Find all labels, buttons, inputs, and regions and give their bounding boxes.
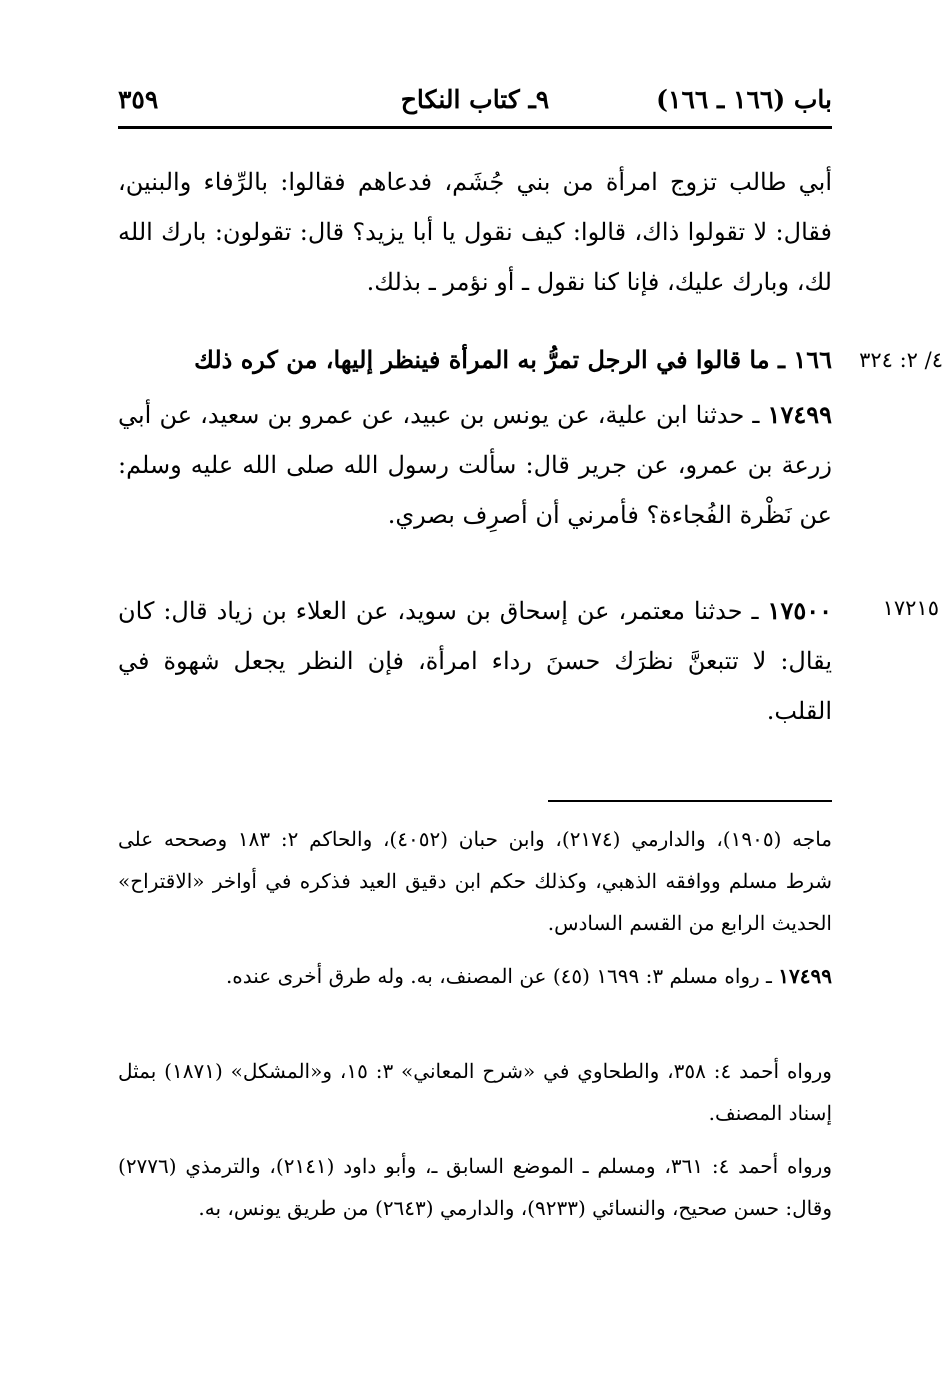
footnote-text: ماجه (١٩٠٥)، والدارمي (٢١٧٤)، وابن حبان (٤٠٥٢)، والحاكم ٢: ١٨٣ وصححه على شرط مسلم ووافقه الذهبي، وكذلك حكم ابن دقيق العيد فذكره في أواخر «الاقتراح» الحديث الرابع من القسم السادس.: [118, 827, 833, 935]
page-number: ٣٥٩: [118, 85, 159, 114]
hadith-number: ١٧٤٩٩: [767, 400, 832, 429]
continuation-paragraph: أبي طالب تزوج امرأة من بني جُشَم، فدعاهم فقالوا: بالرِّفاء والبنين، فقال: لا تقولوا ذاك، قالوا: كيف نقول يا أبا يزيد؟ قال: تقولون: بارك الله لك، وبارك عليك، فإنا كنا نقول ـ أو نؤمر ـ بذلك.: [118, 168, 833, 296]
hadith-17500: [118, 586, 832, 736]
footnote-number: ١٧٤٩٩: [778, 964, 832, 988]
running-head: [118, 80, 832, 124]
footnote-text: ـ رواه مسلم ٣: ١٦٩٩ (٤٥) عن المصنف، به. وله طرق أخرى عنده.: [225, 964, 772, 988]
hadith-text: ـ حدثنا معتمر، عن إسحاق بن سويد، عن العلاء بن زياد قال: كان يقال: لا تتبعنَّ نظرَك حسنَ رداء امرأة، فإن النظر يجعل شهوة في القلب.: [118, 597, 832, 725]
hadith-margin-ref: ١٧٢١٥: [882, 596, 939, 620]
footnote-separator: [548, 800, 832, 802]
chapter-range: باب (١٦٦ ـ ١٦٦): [656, 85, 832, 114]
footnote-ahmad-tahawi: [118, 1050, 832, 1134]
footnote-text: ورواه أحمد ٤: ٣٦١، ومسلم ـ الموضع السابق ـ، وأبو داود (٢١٤١)، والترمذي (٢٧٧٦) وقال: حسن صحيح، والنسائي (٩٢٣٣)، والدارمي (٢٦٤٣) من طريق يونس، به.: [118, 1154, 832, 1220]
chapter-heading: ١٦٦ ـ ما قالوا في الرجل تمرُّ به المرأة فينظر إليها، من كره ذلك: [194, 345, 832, 374]
footnote-text: ورواه أحمد ٤: ٣٥٨، والطحاوي في «شرح المعاني» ٣: ١٥، و«المشكل» (١٨٧١) بمثل إسناد المصنف.: [118, 1059, 832, 1125]
hadith-number: ١٧٥٠٠: [767, 596, 832, 625]
footnote-continuation: [118, 818, 832, 944]
hadith-text: ـ حدثنا ابن علية، عن يونس بن عبيد، عن عمرو بن سعيد، عن أبي زرعة بن عمرو، عن جرير قال: سألت رسول الله صلى الله عليه وسلم: عن نَظْرة الفُجاءة؟ فأمرني أن أصرِف بصري.: [118, 401, 832, 529]
book-title: ٩ـ كتاب النكاح: [400, 85, 550, 114]
header-rule: [118, 126, 832, 129]
hadith-17499: [118, 390, 832, 540]
footnote-17499: [118, 955, 832, 997]
chapter-margin-ref: ٤/ ٢: ٣٢٤: [859, 348, 943, 372]
footnote-ahmad-muslim: [118, 1145, 832, 1229]
